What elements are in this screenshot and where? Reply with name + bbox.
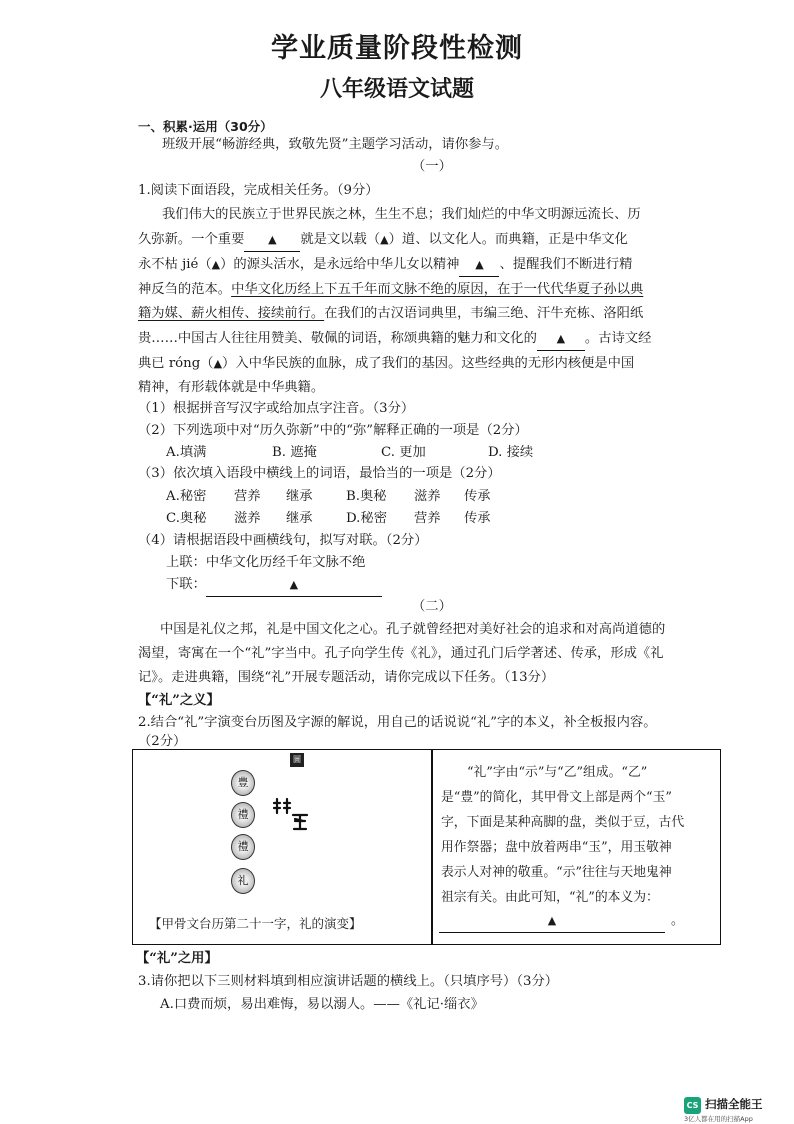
part2-line: 记》。走进典籍，围绕“礼”开展专题活动，请你完成以下任务。（13分）: [138, 670, 555, 685]
seal-char: 禮: [231, 802, 255, 828]
topic-heading: 【“礼”之用】: [136, 951, 218, 966]
option: 传承: [464, 489, 491, 504]
part2-line: 渴望，寄寓在一个“礼”字当中。孔子向学生传《礼》，通过孔门后学著述、传承，形成《礼: [138, 646, 664, 661]
explain-line: “礼”字由“示”与“乙”组成。“乙”: [467, 765, 648, 780]
explain-line: 祖宗有关。由此可知，“礼”的本义为：: [441, 890, 659, 905]
q2-stem: 2.结合“礼”字演变台历图及字源的解说，用自己的话说说“礼”字的本义，补全板报内容。: [138, 715, 657, 730]
q1-sub4: （4）请根据语段中画横线句，拟写对联。（2分）: [138, 533, 428, 548]
scanner-tagline: 3亿人都在用的扫描App: [684, 1115, 753, 1123]
option: A.填满: [166, 445, 207, 460]
q1-sub3: （3）依次填入语段中横线上的词语，最恰当的一项是（2分）: [138, 466, 501, 481]
section-heading: 一、积累·运用（30分）: [138, 119, 273, 134]
option: 滋养: [414, 489, 441, 504]
option: 继承: [286, 489, 313, 504]
option: 继承: [286, 511, 313, 526]
explain-line: 是“豊”的简化，其甲骨文上部是两个“玉”: [441, 790, 672, 805]
option: C. 更加: [381, 445, 426, 460]
board-caption: 【甲骨文台历第二十一字，礼的演变】: [149, 916, 362, 931]
option: 营养: [414, 511, 441, 526]
blackboard-panel: [132, 749, 721, 945]
exam-subtitle: 八年级语文试题: [319, 77, 474, 102]
panel-divider: [431, 750, 433, 944]
underlined-sentence: 籍为媒、薪火相传、接续前行。: [138, 306, 325, 321]
q2-points: （2分）: [138, 734, 187, 749]
scanner-brand: 扫描全能王: [705, 1097, 763, 1111]
passage-line: 久弥新。一个重要 ▲ 就是文以载（▲）道、以文化人。而典籍，正是中华文化: [138, 229, 628, 252]
exam-title: 学业质量阶段性检测: [271, 33, 523, 64]
option: 滋养: [234, 511, 261, 526]
passage-line: 贵……中国古人往往用赞美、敬佩的词语，称颂典籍的魅力和文化的 ▲ 。古诗文经: [138, 328, 651, 351]
option: C.奥秘: [166, 511, 207, 526]
answer-blank[interactable]: ▲: [206, 574, 382, 597]
passage-line: 我们伟大的民族立于世界民族之林，生生不息；我们灿烂的中华文明源远流长、历: [162, 207, 641, 222]
topic-heading: 【“礼”之义】: [138, 693, 220, 708]
q1-sub1: （1）根据拼音写汉字或给加点字注音。（3分）: [138, 401, 415, 416]
calendar-mark-icon: 圖: [290, 753, 304, 767]
explain-line: 表示人对神的敬重。“示”往往与天地鬼神: [441, 865, 672, 880]
passage-line: 精神，有形载体就是中华典籍。: [138, 380, 325, 395]
section-intro: 班级开展“畅游经典，致敬先贤”主题学习活动，请你参与。: [162, 137, 509, 152]
option: D.秘密: [346, 511, 388, 526]
couplet-upper: 上联：中华文化历经千年文脉不绝: [166, 555, 366, 570]
q3-stem: 3.请你把以下三则材料填到相应演讲话题的横线上。（只填序号）（3分）: [138, 974, 559, 989]
oracle-bone-li-icon: [273, 795, 309, 839]
part2-line: 中国是礼仪之邦，礼是中国文化之心。孔子就曾经把对美好社会的追求和对高尚道德的: [160, 622, 666, 637]
couplet-lower: 下联： ▲: [166, 574, 382, 597]
option: A.秘密: [166, 489, 207, 504]
answer-blank[interactable]: ▲: [439, 910, 665, 933]
passage-line: 典已 róng（▲）入中华民族的血脉，成了我们的基因。这些经典的无形内核便是中国: [138, 356, 635, 371]
option: D. 接续: [488, 445, 534, 460]
underlined-sentence: 中华文化历经上下五千年而文脉不绝的原因，在于一代代华夏子孙以典: [231, 282, 644, 297]
passage-line: 神反刍的范本。中华文化历经上下五千年而文脉不绝的原因，在于一代代华夏子孙以典: [138, 282, 644, 297]
part1-label: （一）: [412, 159, 452, 174]
passage-line: 永不枯 jié（▲）的源头活水，是永远给中华儿女以精神 ▲ 、提醒我们不断进行精: [138, 254, 632, 277]
seal-char: 礼: [231, 868, 255, 894]
part2-label: （二）: [412, 599, 452, 614]
option: 传承: [464, 511, 491, 526]
q3-material-a: A.口费而烦，易出难悔，易以溺人。——《礼记·缁衣》: [160, 997, 484, 1012]
explain-line: 字，下面是某种高脚的盘，类似于豆，古代: [441, 815, 685, 830]
option: B.奥秘: [346, 489, 387, 504]
explain-line: 用作祭器；盘中放着两串“玉”，用玉敬神: [441, 840, 672, 855]
option: B. 遮掩: [272, 445, 317, 460]
q1-sub2: （2）下列选项中对“历久弥新”中的“弥”解释正确的一项是（2分）: [138, 423, 528, 438]
seal-char: 禮: [231, 834, 255, 860]
option: 营养: [234, 489, 261, 504]
seal-char: 豊: [231, 770, 255, 796]
explain-answer-line: ▲ 。: [439, 910, 684, 933]
passage-line: 籍为媒、薪火相传、接续前行。在我们的古汉语词典里，韦编三绝、汗牛充栋、洛阳纸: [138, 306, 644, 321]
q1-stem: 1.阅读下面语段，完成相关任务。（9分）: [138, 183, 379, 198]
scanner-logo: CS: [684, 1097, 701, 1114]
